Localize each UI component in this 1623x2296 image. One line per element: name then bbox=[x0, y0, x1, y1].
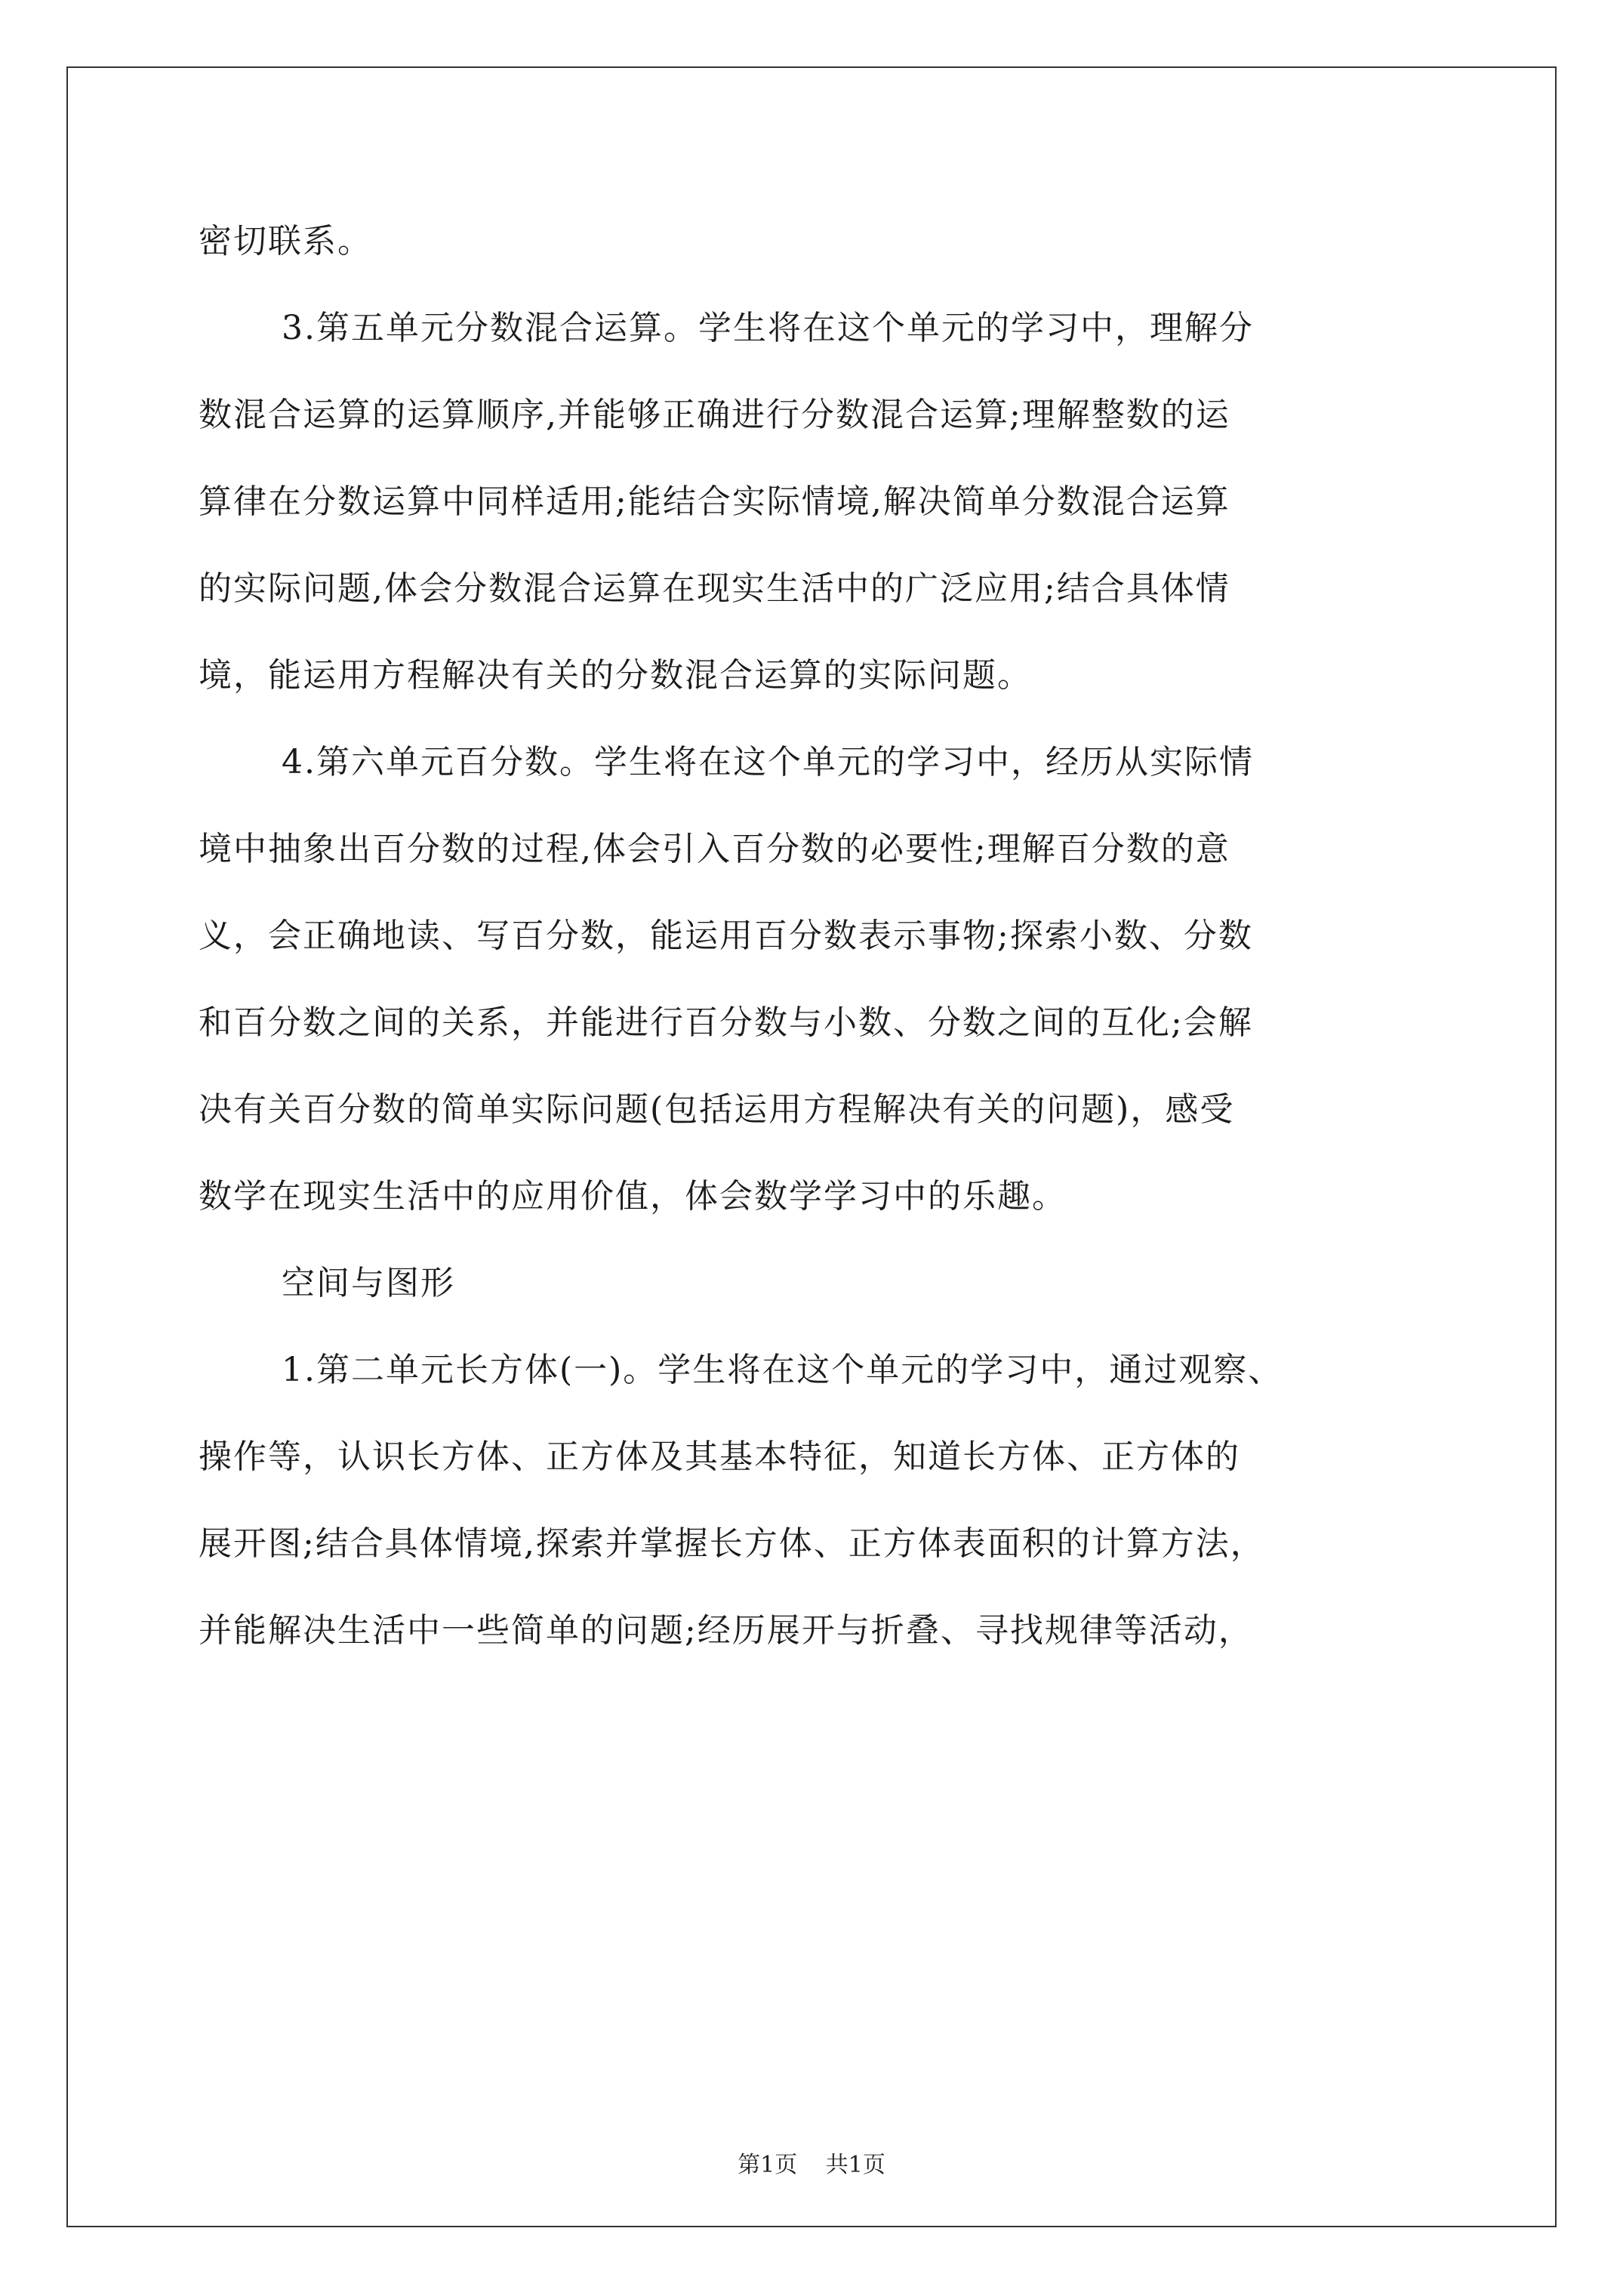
section-heading: 空间与图形 bbox=[282, 1264, 455, 1302]
text-line: 境中抽象出百分数的过程,体会引入百分数的必要性;理解百分数的意 bbox=[199, 830, 1230, 868]
text-line: 决有关百分数的简单实际问题(包括运用方程解决有关的问题)，感受 bbox=[199, 1090, 1235, 1129]
text-line: 操作等，认识长方体、正方体及其基本特征，知道长方体、正方体的 bbox=[199, 1438, 1240, 1476]
page-footer bbox=[0, 2150, 1623, 2180]
text-line: 并能解决生活中一些简单的问题;经历展开与折叠、寻找规律等活动， bbox=[199, 1611, 1253, 1650]
text-line: 数混合运算的运算顺序,并能够正确进行分数混合运算;理解整数的运 bbox=[199, 396, 1230, 434]
text-line: 数学在现实生活中的应用价值，体会数学学习中的乐趣。 bbox=[199, 1177, 1067, 1216]
text-line: 算律在分数运算中同样适用;能结合实际情境,解决简单分数混合运算 bbox=[199, 482, 1230, 521]
text-line: 3.第五单元分数混合运算。学生将在这个单元的学习中，理解分 bbox=[282, 309, 1254, 347]
page-number: 第1页 bbox=[738, 2152, 798, 2178]
text-line: 的实际问题,体会分数混合运算在现实生活中的广泛应用;结合具体情 bbox=[199, 569, 1230, 608]
document-body bbox=[199, 198, 1437, 1674]
text-line: 1.第二单元长方体(一)。学生将在这个单元的学习中，通过观察、 bbox=[282, 1351, 1283, 1389]
text-line: 义，会正确地读、写百分数，能运用百分数表示事物;探索小数、分数 bbox=[199, 917, 1253, 955]
text-line: 4.第六单元百分数。学生将在这个单元的学习中，经历从实际情 bbox=[282, 743, 1254, 781]
text-line: 和百分数之间的关系，并能进行百分数与小数、分数之间的互化;会解 bbox=[199, 1003, 1253, 1042]
page-total: 共1页 bbox=[825, 2152, 885, 2178]
text-line: 密切联系。 bbox=[199, 222, 372, 260]
text-line: 境，能运用方程解决有关的分数混合运算的实际问题。 bbox=[199, 656, 1032, 695]
text-line: 展开图;结合具体情境,探索并掌握长方体、正方体表面积的计算方法， bbox=[199, 1524, 1265, 1563]
